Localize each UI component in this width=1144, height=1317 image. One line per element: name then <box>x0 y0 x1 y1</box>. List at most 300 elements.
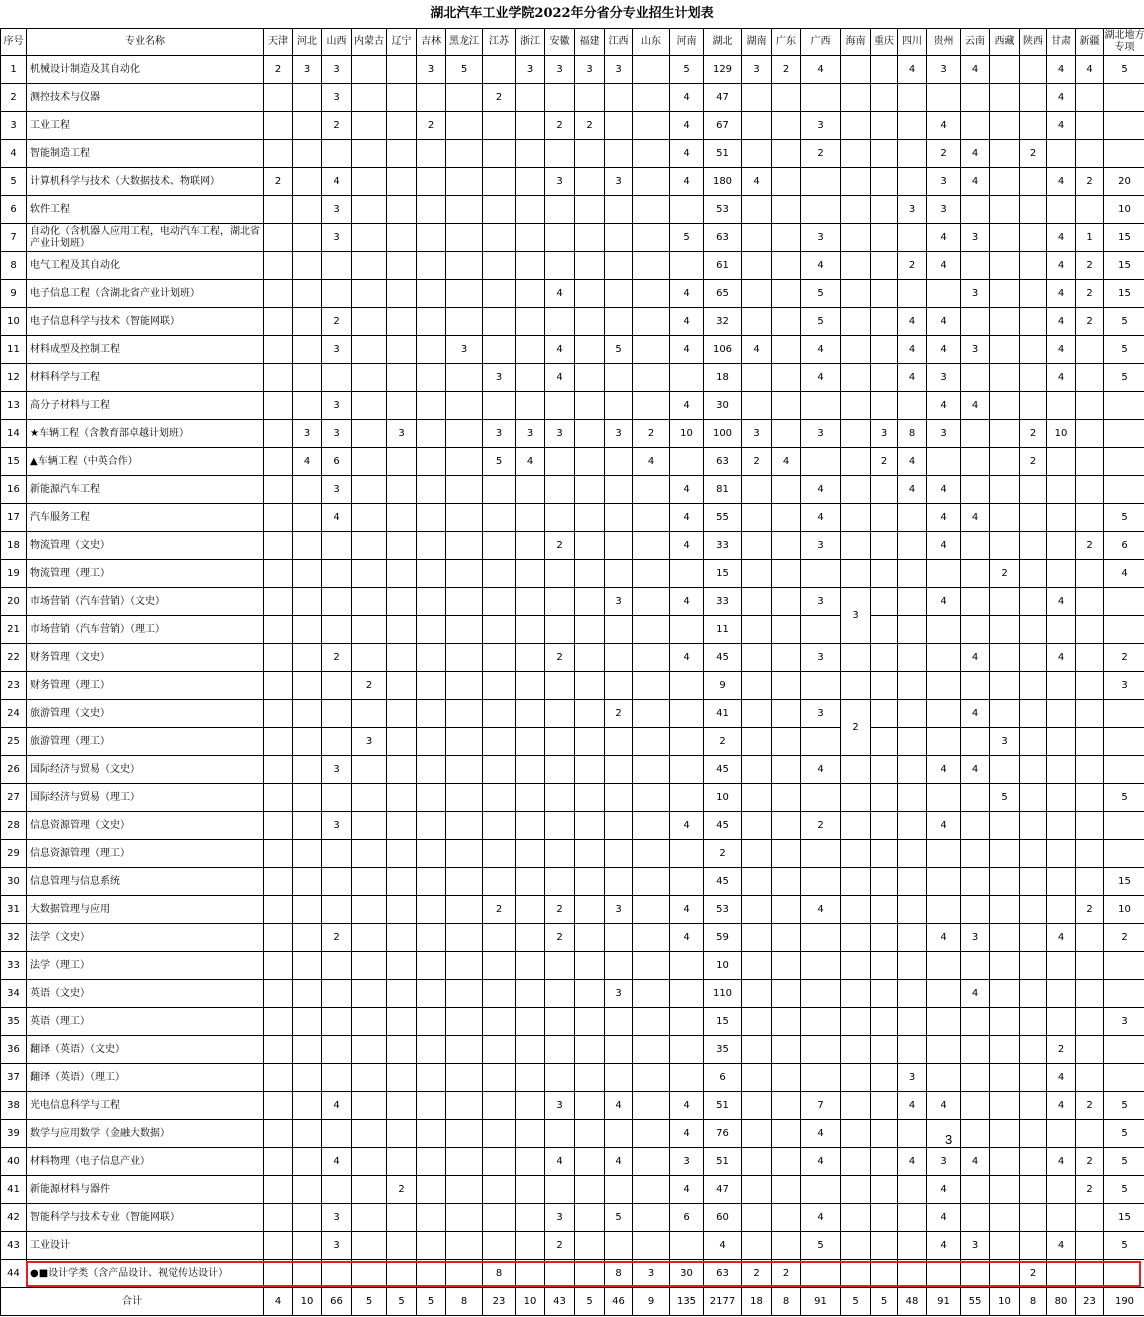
table-row <box>1 168 1144 196</box>
table-row <box>1 1092 1144 1120</box>
quota-cell: 6 <box>1104 532 1144 560</box>
table-row <box>1 952 1144 980</box>
quota-cell <box>352 980 387 1008</box>
quota-cell <box>352 1008 387 1036</box>
quota-cell <box>1020 840 1047 868</box>
quota-cell <box>352 84 387 112</box>
header-row <box>1 29 1144 56</box>
quota-cell <box>990 952 1020 980</box>
quota-cell <box>990 308 1020 336</box>
quota-cell: 2 <box>742 448 772 476</box>
quota-cell: 4 <box>927 392 961 420</box>
quota-cell <box>352 532 387 560</box>
quota-cell <box>264 952 293 980</box>
quota-cell <box>352 784 387 812</box>
quota-cell <box>841 672 871 700</box>
quota-cell <box>742 1120 772 1148</box>
quota-cell <box>483 1148 516 1176</box>
merged-cell: 2 <box>841 700 871 756</box>
quota-cell <box>742 1036 772 1064</box>
quota-cell <box>575 252 605 280</box>
quota-cell <box>633 728 670 756</box>
major-name: 信息资源管理（文史） <box>27 812 264 840</box>
quota-cell <box>483 868 516 896</box>
header-province: 四川 <box>898 29 927 56</box>
quota-cell <box>633 588 670 616</box>
quota-cell: 2 <box>322 644 352 672</box>
quota-cell: 4 <box>927 252 961 280</box>
quota-cell <box>516 1176 545 1204</box>
quota-cell <box>841 196 871 224</box>
quota-cell <box>1047 196 1076 224</box>
quota-cell <box>417 840 446 868</box>
quota-cell <box>264 812 293 840</box>
quota-cell <box>633 1092 670 1120</box>
quota-cell <box>742 476 772 504</box>
major-name: 法学（理工） <box>27 952 264 980</box>
quota-cell <box>1076 84 1104 112</box>
quota-cell <box>871 1148 898 1176</box>
quota-cell <box>1076 728 1104 756</box>
quota-cell <box>605 616 633 644</box>
quota-cell: 2 <box>927 140 961 168</box>
quota-cell <box>670 672 704 700</box>
quota-cell <box>483 1064 516 1092</box>
quota-cell <box>293 644 322 672</box>
quota-cell: 4 <box>1047 308 1076 336</box>
quota-cell: 5 <box>801 1232 841 1260</box>
quota-cell <box>670 980 704 1008</box>
quota-cell <box>742 1092 772 1120</box>
quota-cell <box>990 196 1020 224</box>
quota-cell <box>1104 952 1144 980</box>
quota-cell <box>801 728 841 756</box>
quota-cell: 3 <box>801 112 841 140</box>
table-row <box>1 700 1144 728</box>
quota-cell <box>1076 700 1104 728</box>
quota-cell <box>575 980 605 1008</box>
header-province: 贵州 <box>927 29 961 56</box>
quota-cell <box>841 644 871 672</box>
quota-cell <box>1020 952 1047 980</box>
quota-cell: 10 <box>1104 196 1144 224</box>
quota-cell <box>1020 784 1047 812</box>
quota-cell <box>898 672 927 700</box>
row-index: 15 <box>1 448 27 476</box>
quota-cell: 4 <box>801 364 841 392</box>
quota-cell <box>545 560 575 588</box>
row-index: 35 <box>1 1008 27 1036</box>
quota-cell: 3 <box>605 420 633 448</box>
quota-cell <box>742 700 772 728</box>
quota-cell <box>670 252 704 280</box>
quota-cell <box>633 140 670 168</box>
quota-cell: 129 <box>704 56 742 84</box>
major-name: 大数据管理与应用 <box>27 896 264 924</box>
quota-cell <box>990 420 1020 448</box>
quota-cell <box>322 1120 352 1148</box>
quota-cell <box>545 252 575 280</box>
quota-cell <box>898 224 927 252</box>
quota-cell <box>446 1148 483 1176</box>
quota-cell <box>264 784 293 812</box>
quota-cell <box>1047 784 1076 812</box>
quota-cell <box>633 812 670 840</box>
quota-cell <box>633 224 670 252</box>
quota-cell <box>742 644 772 672</box>
quota-cell: 4 <box>545 336 575 364</box>
quota-cell <box>516 280 545 308</box>
quota-cell: 15 <box>1104 280 1144 308</box>
quota-cell <box>841 1036 871 1064</box>
quota-cell <box>417 280 446 308</box>
quota-cell <box>446 1008 483 1036</box>
quota-cell <box>322 364 352 392</box>
quota-cell <box>516 1120 545 1148</box>
quota-cell <box>417 812 446 840</box>
quota-cell <box>264 756 293 784</box>
quota-cell: 5 <box>446 56 483 84</box>
table-row <box>1 308 1144 336</box>
quota-cell <box>801 672 841 700</box>
quota-cell: 4 <box>633 448 670 476</box>
quota-cell <box>575 1036 605 1064</box>
major-name: 国际经济与贸易（理工） <box>27 784 264 812</box>
quota-cell: 3 <box>322 812 352 840</box>
quota-cell: 4 <box>961 140 990 168</box>
table-row <box>1 1176 1144 1204</box>
quota-cell <box>841 924 871 952</box>
quota-cell: 4 <box>670 336 704 364</box>
quota-cell <box>1076 980 1104 1008</box>
quota-cell <box>1020 868 1047 896</box>
quota-cell <box>264 364 293 392</box>
quota-cell <box>961 1204 990 1232</box>
total-cell: 43 <box>545 1288 575 1316</box>
major-name: 翻译（英语）（文史） <box>27 1036 264 1064</box>
quota-cell <box>927 644 961 672</box>
quota-cell <box>1047 700 1076 728</box>
quota-cell <box>841 1176 871 1204</box>
quota-cell <box>516 364 545 392</box>
quota-cell <box>516 196 545 224</box>
header-major: 专业名称 <box>27 29 264 56</box>
quota-cell <box>446 420 483 448</box>
quota-cell: 4 <box>322 504 352 532</box>
quota-cell <box>670 840 704 868</box>
quota-cell <box>264 924 293 952</box>
quota-cell: 4 <box>1047 1148 1076 1176</box>
quota-cell <box>352 644 387 672</box>
quota-cell <box>516 140 545 168</box>
quota-cell: 4 <box>927 336 961 364</box>
quota-cell <box>387 224 417 252</box>
quota-cell <box>545 756 575 784</box>
quota-cell <box>417 196 446 224</box>
quota-cell: 3 <box>322 196 352 224</box>
quota-cell: 3 <box>322 224 352 252</box>
quota-cell: 4 <box>801 1204 841 1232</box>
quota-cell <box>352 1204 387 1232</box>
quota-cell: 67 <box>704 112 742 140</box>
quota-cell <box>575 840 605 868</box>
header-province: 重庆 <box>871 29 898 56</box>
quota-cell <box>352 840 387 868</box>
quota-cell: 4 <box>1047 336 1076 364</box>
quota-cell <box>322 532 352 560</box>
quota-cell: 1 <box>1076 224 1104 252</box>
quota-cell: 3 <box>322 1232 352 1260</box>
quota-cell <box>575 448 605 476</box>
quota-cell <box>293 336 322 364</box>
quota-cell <box>293 784 322 812</box>
quota-cell: 5 <box>1104 1176 1144 1204</box>
table-row <box>1 56 1144 84</box>
header-province: 云南 <box>961 29 990 56</box>
quota-cell: 3 <box>990 728 1020 756</box>
quota-cell <box>1076 420 1104 448</box>
quota-cell <box>446 644 483 672</box>
quota-cell <box>387 784 417 812</box>
quota-cell <box>575 140 605 168</box>
row-index: 24 <box>1 700 27 728</box>
quota-cell <box>446 868 483 896</box>
header-province: 西藏 <box>990 29 1020 56</box>
quota-cell <box>293 84 322 112</box>
quota-cell: 3 <box>898 1064 927 1092</box>
quota-cell <box>670 364 704 392</box>
row-index: 6 <box>1 196 27 224</box>
quota-cell <box>516 84 545 112</box>
quota-cell: 4 <box>927 1176 961 1204</box>
total-cell: 5 <box>841 1288 871 1316</box>
quota-cell <box>772 1008 801 1036</box>
quota-cell: 5 <box>1104 1148 1144 1176</box>
quota-cell <box>742 1232 772 1260</box>
quota-cell: 5 <box>801 308 841 336</box>
quota-cell: 53 <box>704 196 742 224</box>
quota-cell <box>352 1064 387 1092</box>
total-cell: 10 <box>516 1288 545 1316</box>
total-cell: 18 <box>742 1288 772 1316</box>
major-name: ▲车辆工程（中英合作） <box>27 448 264 476</box>
quota-cell <box>961 616 990 644</box>
quota-cell: 45 <box>704 644 742 672</box>
quota-cell <box>990 1120 1020 1148</box>
table-row <box>1 420 1144 448</box>
quota-cell <box>322 1176 352 1204</box>
quota-cell: 100 <box>704 420 742 448</box>
quota-cell <box>352 196 387 224</box>
table-row <box>1 392 1144 420</box>
quota-cell: 4 <box>1047 1232 1076 1260</box>
quota-cell <box>841 448 871 476</box>
quota-cell <box>322 560 352 588</box>
quota-cell <box>1047 812 1076 840</box>
major-name: 英语（理工） <box>27 1008 264 1036</box>
quota-cell <box>605 644 633 672</box>
quota-cell <box>387 504 417 532</box>
quota-cell <box>871 616 898 644</box>
quota-cell: 3 <box>961 924 990 952</box>
quota-cell <box>483 1232 516 1260</box>
quota-cell: 35 <box>704 1036 742 1064</box>
quota-cell <box>264 700 293 728</box>
quota-cell <box>264 1092 293 1120</box>
quota-cell <box>264 588 293 616</box>
quota-cell: 3 <box>927 196 961 224</box>
quota-cell <box>387 1120 417 1148</box>
quota-cell <box>961 84 990 112</box>
quota-cell <box>293 1092 322 1120</box>
quota-cell <box>772 896 801 924</box>
quota-cell <box>417 980 446 1008</box>
quota-cell <box>1047 140 1076 168</box>
quota-cell <box>264 252 293 280</box>
quota-cell <box>417 1064 446 1092</box>
quota-cell <box>1020 756 1047 784</box>
quota-cell <box>1076 812 1104 840</box>
quota-cell <box>961 840 990 868</box>
quota-cell: 8 <box>898 420 927 448</box>
quota-cell <box>387 336 417 364</box>
quota-cell <box>961 1092 990 1120</box>
quota-cell: 2 <box>742 1260 772 1288</box>
quota-cell <box>633 56 670 84</box>
quota-cell: 10 <box>670 420 704 448</box>
header-province: 黑龙江 <box>446 29 483 56</box>
quota-cell <box>575 1120 605 1148</box>
quota-cell <box>841 476 871 504</box>
quota-cell <box>841 504 871 532</box>
quota-cell: 4 <box>742 168 772 196</box>
quota-cell: 2 <box>1104 644 1144 672</box>
quota-cell <box>633 980 670 1008</box>
quota-cell <box>605 308 633 336</box>
quota-cell <box>446 364 483 392</box>
quota-cell <box>990 1064 1020 1092</box>
quota-cell <box>387 924 417 952</box>
quota-cell: 4 <box>670 812 704 840</box>
quota-cell <box>801 840 841 868</box>
row-index: 31 <box>1 896 27 924</box>
quota-cell <box>898 924 927 952</box>
quota-cell <box>322 1260 352 1288</box>
quota-cell <box>898 1008 927 1036</box>
quota-cell: 2 <box>545 532 575 560</box>
quota-cell <box>633 672 670 700</box>
quota-cell: 4 <box>1047 56 1076 84</box>
quota-cell: 2 <box>605 700 633 728</box>
quota-cell <box>772 672 801 700</box>
quota-cell <box>516 616 545 644</box>
quota-cell <box>293 1064 322 1092</box>
quota-cell: 15 <box>1104 224 1144 252</box>
quota-cell: 3 <box>605 168 633 196</box>
quota-cell <box>352 56 387 84</box>
quota-cell <box>387 896 417 924</box>
quota-cell <box>990 224 1020 252</box>
table-row <box>1 868 1144 896</box>
table-row <box>1 812 1144 840</box>
quota-cell <box>293 504 322 532</box>
quota-cell <box>387 196 417 224</box>
row-index: 13 <box>1 392 27 420</box>
quota-cell <box>605 476 633 504</box>
quota-cell <box>483 812 516 840</box>
quota-cell <box>545 1036 575 1064</box>
quota-cell <box>293 140 322 168</box>
quota-cell <box>483 1120 516 1148</box>
quota-cell <box>871 476 898 504</box>
quota-cell <box>742 952 772 980</box>
quota-cell: 4 <box>927 1232 961 1260</box>
quota-cell <box>387 392 417 420</box>
quota-cell <box>293 1204 322 1232</box>
quota-cell: 3 <box>801 532 841 560</box>
quota-cell <box>898 728 927 756</box>
quota-cell <box>575 896 605 924</box>
quota-cell <box>898 1036 927 1064</box>
quota-cell: 3 <box>545 56 575 84</box>
quota-cell <box>772 1204 801 1232</box>
quota-cell <box>841 1148 871 1176</box>
quota-cell <box>742 280 772 308</box>
quota-cell <box>545 588 575 616</box>
quota-cell <box>605 140 633 168</box>
quota-cell <box>1047 840 1076 868</box>
quota-cell <box>483 1176 516 1204</box>
header-province: 吉林 <box>417 29 446 56</box>
quota-cell <box>545 728 575 756</box>
quota-cell <box>446 952 483 980</box>
quota-cell <box>293 896 322 924</box>
quota-cell <box>871 504 898 532</box>
quota-cell <box>264 448 293 476</box>
table-row <box>1 588 1144 616</box>
quota-cell <box>264 224 293 252</box>
quota-cell <box>446 560 483 588</box>
major-name: 翻译（英语）（理工） <box>27 1064 264 1092</box>
quota-cell <box>483 336 516 364</box>
quota-cell <box>483 140 516 168</box>
quota-cell <box>841 308 871 336</box>
quota-cell: 4 <box>898 448 927 476</box>
total-cell: 5 <box>352 1288 387 1316</box>
major-name: 旅游管理（文史） <box>27 700 264 728</box>
quota-cell <box>387 868 417 896</box>
quota-cell <box>1076 392 1104 420</box>
quota-cell <box>1020 616 1047 644</box>
quota-cell: 4 <box>670 168 704 196</box>
quota-cell <box>516 336 545 364</box>
quota-cell <box>446 224 483 252</box>
quota-cell <box>605 364 633 392</box>
quota-cell <box>264 1120 293 1148</box>
quota-cell <box>605 112 633 140</box>
quota-cell <box>1076 756 1104 784</box>
quota-cell <box>1104 700 1144 728</box>
quota-cell: 63 <box>704 224 742 252</box>
quota-cell <box>387 980 417 1008</box>
row-index: 42 <box>1 1204 27 1232</box>
quota-cell <box>1047 616 1076 644</box>
quota-cell <box>417 924 446 952</box>
quota-cell <box>898 112 927 140</box>
quota-cell: 5 <box>801 280 841 308</box>
quota-cell <box>772 336 801 364</box>
quota-cell: 3 <box>446 336 483 364</box>
